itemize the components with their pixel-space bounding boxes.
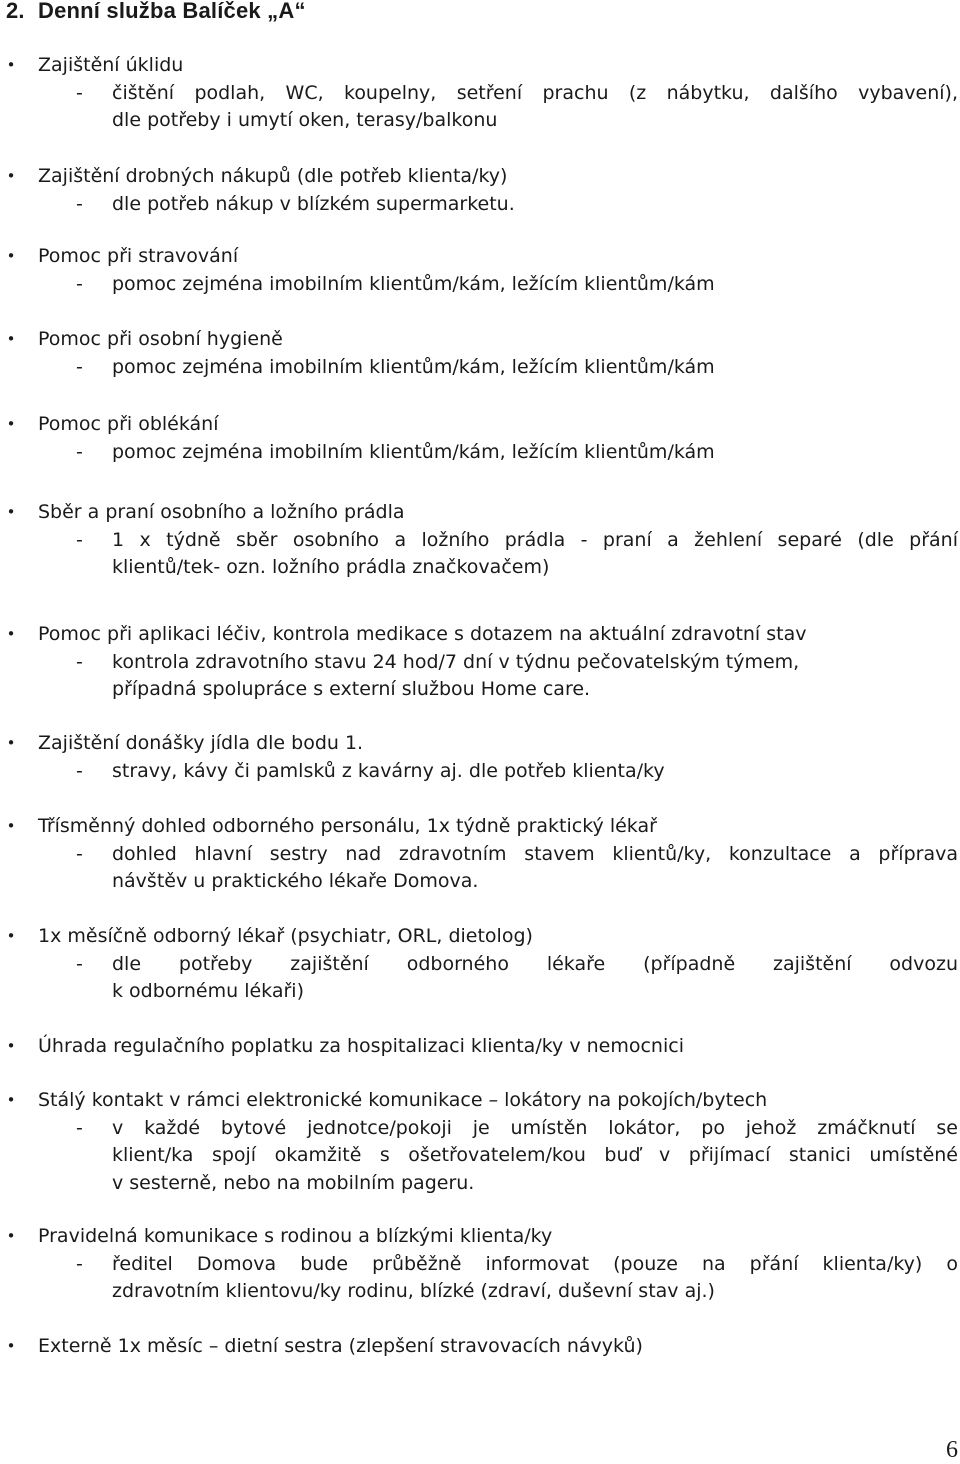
- service-detail-line: v sesterně, nebo na mobilním pageru.: [112, 1171, 475, 1194]
- service-detail-line: zdravotním klientovu/ky rodinu, blízké (zdraví, duševní stav aj.): [112, 1280, 715, 1302]
- service-detail-line: pomoc zejména imobilním klientům/kám, ležícím klientům/kám: [112, 272, 715, 295]
- service-detail-line: pomoc zejména imobilním klientům/kám, ležícím klientům/kám: [112, 440, 715, 463]
- dash-marker: -: [76, 81, 83, 104]
- dash-marker: -: [76, 952, 83, 975]
- dash-marker: -: [76, 650, 83, 673]
- bullet-icon: •: [6, 247, 16, 265]
- section-heading: [6, 0, 306, 24]
- service-title: Úhrada regulačního poplatku za hospitalizaci klienta/ky v nemocnici: [38, 1035, 684, 1057]
- bullet-icon: •: [6, 817, 16, 835]
- service-detail-line: čištění podlah, WC, koupelny, setření prachu (z nábytku, dalšího vybavení),: [112, 81, 958, 104]
- service-title: Pomoc při osobní hygieně: [38, 328, 283, 350]
- service-detail-line: 1 x týdně sběr osobního a ložního prádla - praní a žehlení separé (dle přání: [112, 528, 958, 551]
- bullet-icon: •: [6, 734, 16, 752]
- bullet-icon: •: [6, 167, 16, 185]
- service-detail-line: návštěv u praktického lékaře Domova.: [112, 870, 479, 892]
- heading-text: Denní služba Balíček „A“: [38, 0, 306, 23]
- dash-marker: -: [76, 192, 83, 215]
- service-detail-line: dohled hlavní sestry nad zdravotním stavem klientů/ky, konzultace a příprava: [112, 842, 958, 865]
- bullet-icon: •: [6, 625, 16, 643]
- service-title: Pravidelná komunikace s rodinou a blízkými klienta/ky: [38, 1225, 553, 1247]
- service-detail-line: případná spolupráce s externí službou Home care.: [112, 678, 591, 700]
- heading-number: 2.: [6, 0, 25, 23]
- dash-marker: -: [76, 1116, 83, 1139]
- service-detail-line: kontrola zdravotního stavu 24 hod/7 dní v týdnu pečovatelským týmem,: [112, 650, 800, 673]
- bullet-icon: •: [6, 927, 16, 945]
- service-detail-line: v každé bytové jednotce/pokoji je umístěn lokátor, po jehož zmáčknutí se: [112, 1116, 958, 1139]
- dash-marker: -: [76, 440, 83, 463]
- dash-marker: -: [76, 842, 83, 865]
- service-title: Zajištění drobných nákupů (dle potřeb klienta/ky): [38, 165, 508, 187]
- bullet-icon: •: [6, 1037, 16, 1055]
- dash-marker: -: [76, 528, 83, 551]
- bullet-icon: •: [6, 1227, 16, 1245]
- service-title: Zajištění úklidu: [38, 54, 184, 76]
- service-detail-line: pomoc zejména imobilním klientům/kám, ležícím klientům/kám: [112, 355, 715, 378]
- service-title: Sběr a praní osobního a ložního prádla: [38, 501, 405, 523]
- service-title: Stálý kontakt v rámci elektronické komunikace – lokátory na pokojích/bytech: [38, 1089, 768, 1111]
- page-number: 6: [946, 1437, 958, 1463]
- service-title: 1x měsíčně odborný lékař (psychiatr, ORL, dietolog): [38, 925, 533, 947]
- service-detail-line: klientů/tek- ozn. ložního prádla značkovačem): [112, 556, 550, 578]
- bullet-icon: •: [6, 1091, 16, 1109]
- bullet-icon: •: [6, 1337, 16, 1355]
- bullet-icon: •: [6, 56, 16, 74]
- service-detail-line: dle potřeby zajištění odborného lékaře (případně zajištění odvozu: [112, 952, 958, 975]
- service-detail-line: dle potřeb nákup v blízkém supermarketu.: [112, 192, 515, 215]
- bullet-icon: •: [6, 415, 16, 433]
- bullet-icon: •: [6, 503, 16, 521]
- service-title: Pomoc při stravování: [38, 245, 239, 267]
- service-detail-line: klient/ka spojí okamžitě s ošetřovatelem/kou buď v přijímací stanici umístěné: [112, 1144, 958, 1166]
- service-title: Pomoc při oblékání: [38, 413, 219, 435]
- service-detail-line: ředitel Domova bude průběžně informovat (pouze na přání klienta/ky) o: [112, 1252, 958, 1275]
- service-title: Pomoc při aplikaci léčiv, kontrola medikace s dotazem na aktuální zdravotní stav: [38, 623, 807, 645]
- dash-marker: -: [76, 759, 83, 782]
- bullet-icon: •: [6, 330, 16, 348]
- service-title: Externě 1x měsíc – dietní sestra (zlepšení stravovacích návyků): [38, 1335, 643, 1357]
- dash-marker: -: [76, 1252, 83, 1275]
- service-detail-line: dle potřeby i umytí oken, terasy/balkonu: [112, 109, 498, 131]
- service-title: Zajištění donášky jídla dle bodu 1.: [38, 732, 364, 754]
- service-detail-line: stravy, kávy či pamlsků z kavárny aj. dle potřeb klienta/ky: [112, 759, 665, 782]
- dash-marker: -: [76, 355, 83, 378]
- service-detail-line: k odbornému lékaři): [112, 980, 304, 1002]
- service-title: Třísměnný dohled odborného personálu, 1x týdně praktický lékař: [38, 815, 657, 837]
- dash-marker: -: [76, 272, 83, 295]
